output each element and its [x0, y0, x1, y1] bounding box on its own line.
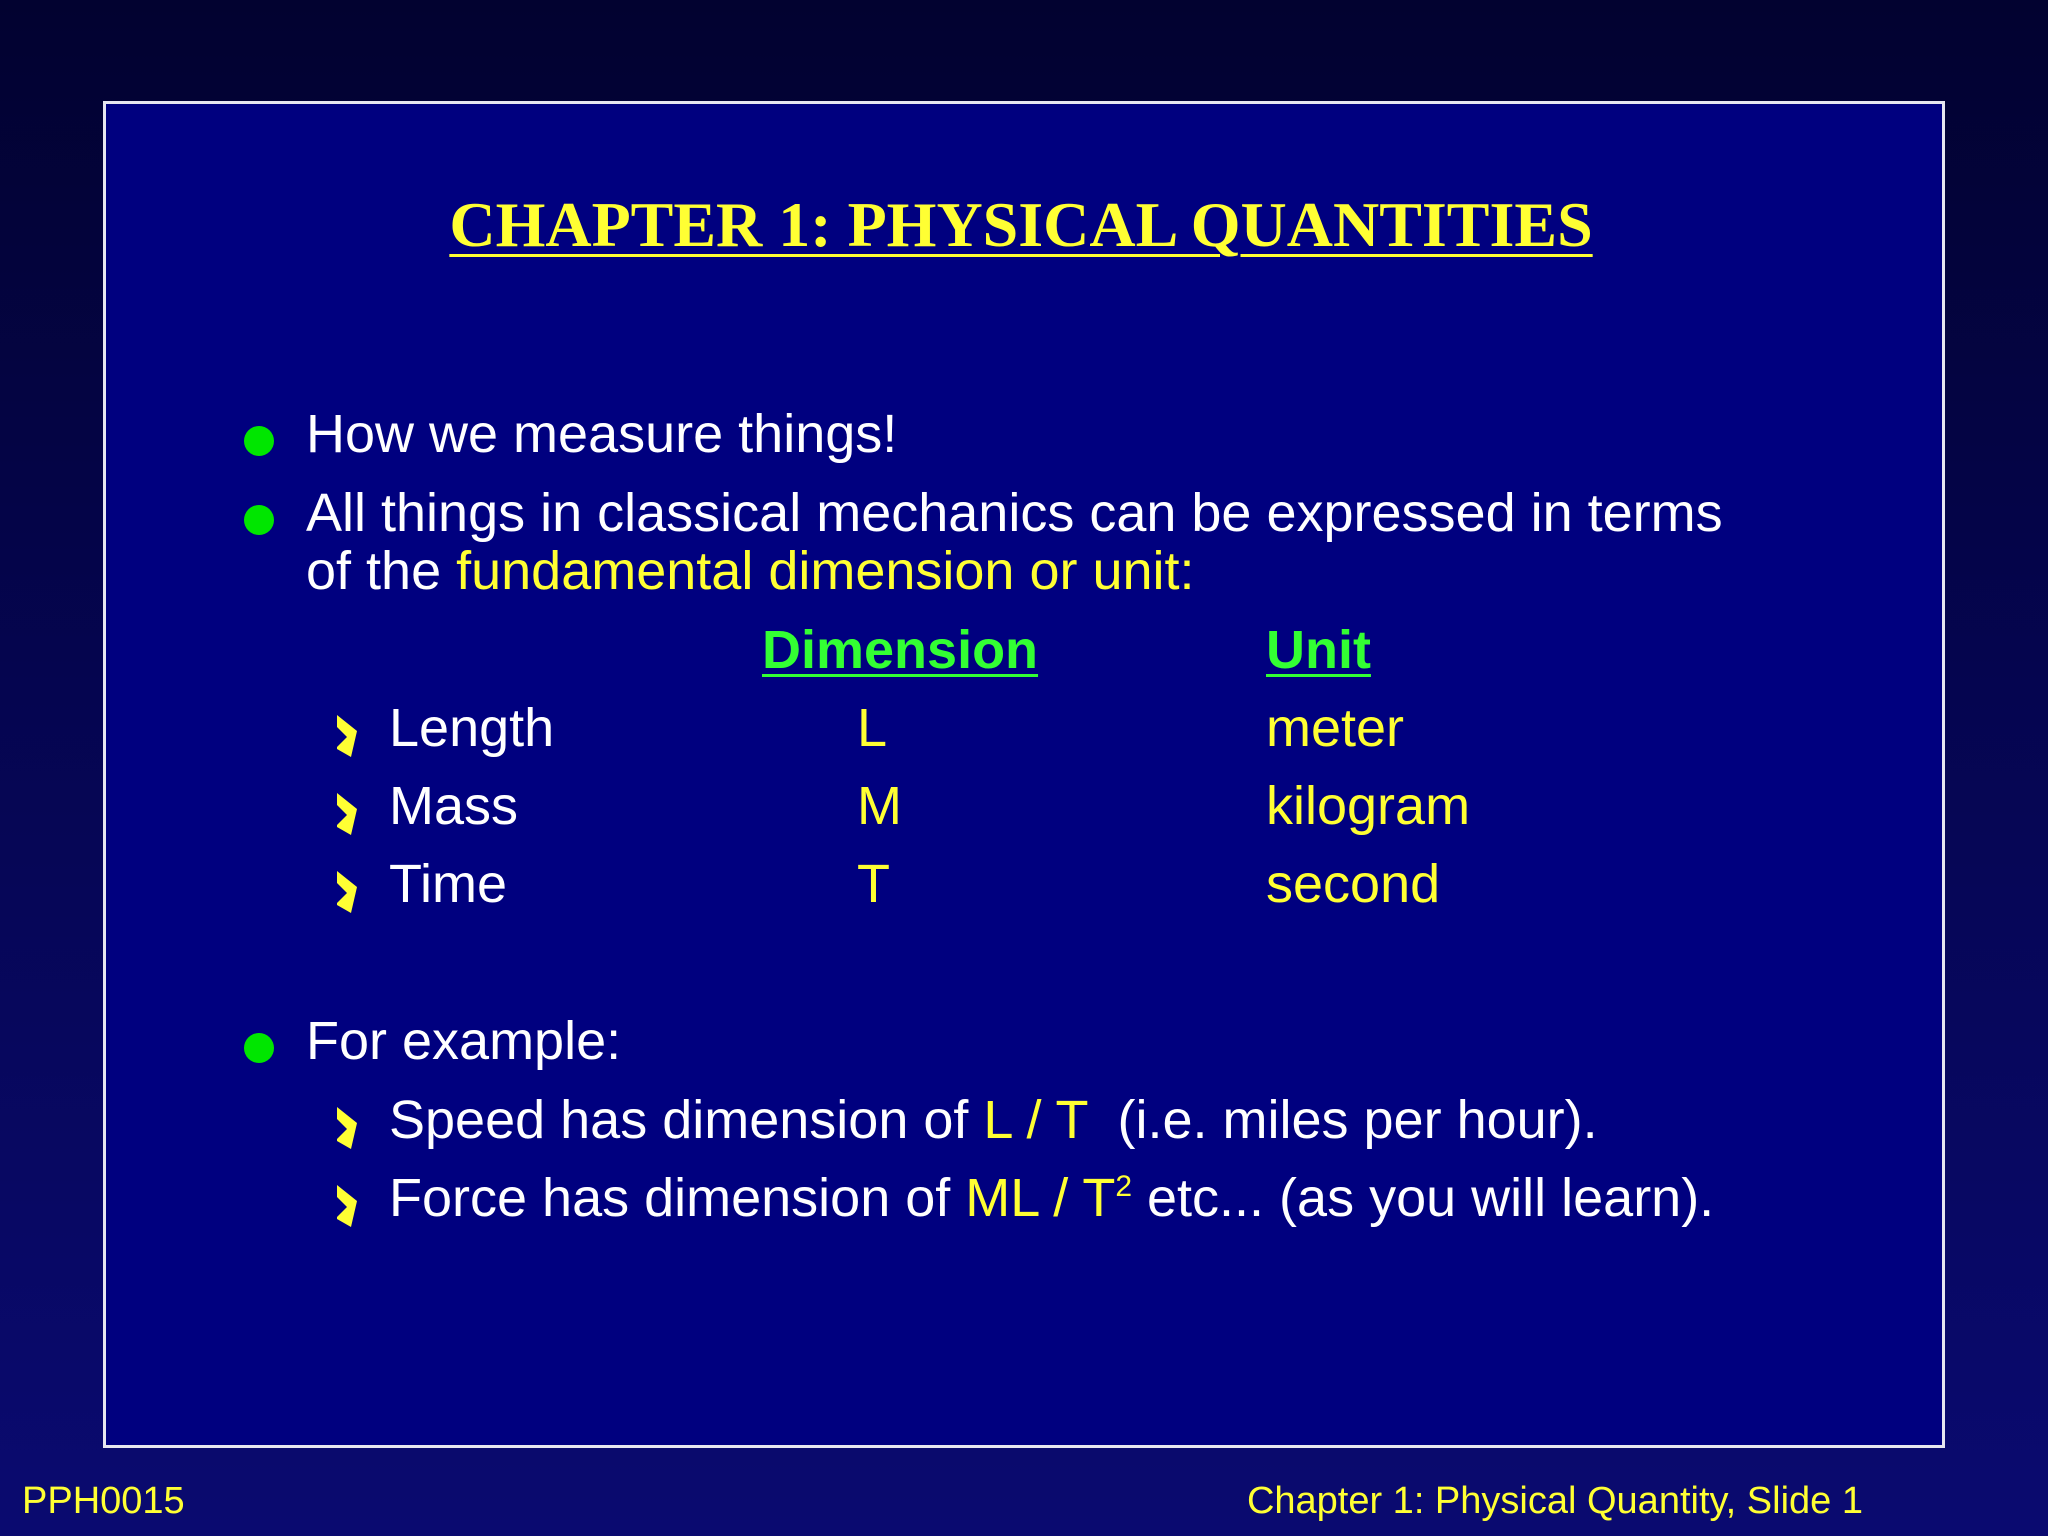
bullet-text-classical-line1: All things in classical mechanics can be expressed in terms — [306, 483, 1723, 543]
slide-title: CHAPTER 1: PHYSICAL QUANTITIES — [449, 189, 1593, 260]
example-speed-suffix: (i.e. miles per hour). — [1087, 1090, 1598, 1150]
bullet-text-example: For example: — [306, 1011, 622, 1071]
bullet-dot-icon — [244, 426, 274, 456]
table-row-unit-time: second — [1266, 854, 1441, 914]
table-row-dimension-time: T — [857, 854, 890, 914]
example-speed — [389, 1091, 1598, 1149]
slide-frame — [103, 101, 1945, 1448]
example-force-suffix: etc... (as you will learn). — [1132, 1168, 1715, 1228]
footer-slide-label: Chapter 1: Physical Quantity, Slide 1 — [1246, 1480, 1863, 1522]
table-header-unit: Unit — [1266, 620, 1371, 680]
bullet-dot-icon — [244, 505, 274, 535]
arrow-bullet-icon — [333, 1105, 359, 1151]
arrow-bullet-icon — [333, 791, 359, 837]
table-row-dimension-length: L — [857, 698, 888, 758]
bullet-text-classical-line2 — [306, 542, 1195, 600]
example-force-dimension: ML / T — [965, 1168, 1116, 1228]
footer-code: PPH0015 — [22, 1480, 185, 1522]
table-header-dimension: Dimension — [762, 620, 1039, 680]
example-force-prefix: Force has dimension of — [389, 1168, 966, 1228]
table-row-quantity-length: Length — [389, 698, 555, 758]
example-speed-prefix: Speed has dimension of — [389, 1090, 984, 1150]
arrow-bullet-icon — [333, 869, 359, 915]
table-row-unit-length: meter — [1266, 698, 1405, 758]
bullet-text-highlight: fundamental dimension or unit: — [456, 541, 1195, 601]
table-row-quantity-time: Time — [389, 854, 507, 914]
table-row-unit-mass: kilogram — [1266, 776, 1471, 836]
example-speed-dimension: L / T — [983, 1090, 1088, 1150]
bullet-dot-icon — [244, 1033, 274, 1063]
bullet-text-prefix: of the — [306, 541, 457, 601]
example-force — [389, 1169, 1714, 1227]
arrow-bullet-icon — [333, 713, 359, 759]
bullet-text-measure: How we measure things! — [306, 404, 898, 464]
table-row-quantity-mass: Mass — [389, 776, 519, 836]
example-force-exponent: 2 — [1115, 1170, 1132, 1203]
arrow-bullet-icon — [333, 1183, 359, 1229]
table-row-dimension-mass: M — [857, 776, 902, 836]
